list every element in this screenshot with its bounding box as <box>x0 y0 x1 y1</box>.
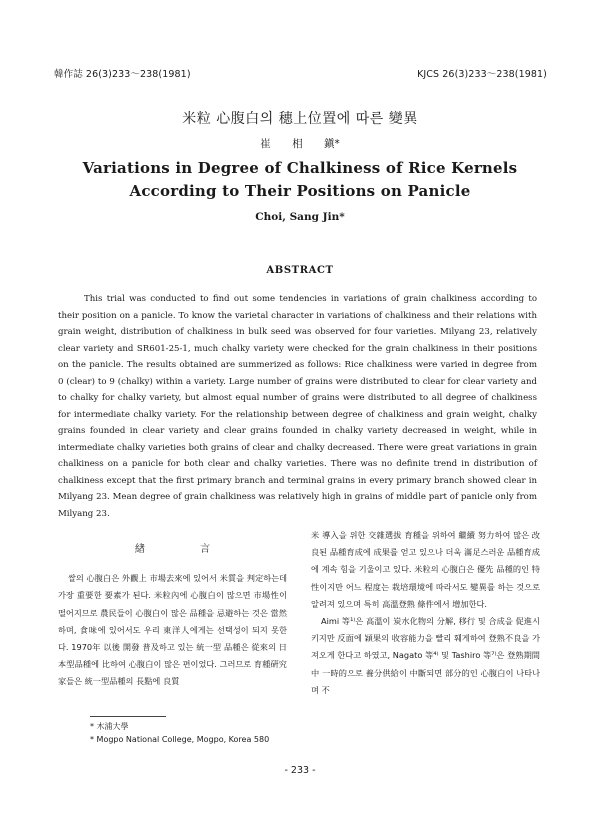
page-number: - 233 - <box>284 765 316 776</box>
abstract-heading: ABSTRACT <box>266 265 334 276</box>
intro-paragraph-2: 米 導入을 위한 交雜選拔 育種을 위하여 繼續 努力하여 많은 改良된 品種育成에 成果를 얻고 있으나 더욱 滿足스러운 品種育成에 계속 힘을 기울이고 있다. 米粒의 心腹白은 優先 品種的인 特性이지만 어느 程度는 栽培環境에 따라서도 變異를 하는 것으로 알려져 있으며 특히 高溫登熟 條件에서 增加한다. <box>311 530 540 609</box>
journal-citation-english: KJCS 26(3)233～238(1981) <box>417 69 547 80</box>
title-english-line-1: Variations in Degree of Chalkiness of Rice Kernels <box>82 159 518 177</box>
intro-paragraph-1: 쌀의 心腹白은 外觀上 市場去來에 있어서 米質을 判定하는데 가장 重要한 要素가 된다. 米粒內에 心腹白이 많으면 市場性이 떨어지므로 農民들이 心腹白이 많은 品種을 忌避하는 것은 當然하며, 食味에 있어서도 우리 東洋人에게는 선택성이 되지 못한다. 1970年 以後 開發 普及하고 있는 統一型 品種은 從來의 日本型品種에 比하여 心腹白이 많은 편이었다. 그러므로 育種硏究家들은 統一型品種의 長點에 良質 <box>58 573 287 687</box>
author-korean: 崔 相 鎭* <box>260 138 340 150</box>
intro-paragraph-3: Aimi 等¹⁾은 高溫이 炭水化物의 分解, 移行 및 合成을 促進시키지만 反面에 穎果의 收容能力을 빨리 훼게하여 登熟不良을 가져오게 한다고 하였고, Nagato 等⁴⁾ 및 Tashiro 等⁷⁾은 登熟期間中 一時的으로 養分供給이 中斷되면 部分的인 心腹白이 나타나며 不 <box>311 616 540 695</box>
body-column-right <box>311 527 540 699</box>
footnote-divider <box>90 716 166 717</box>
section-heading-introduction: 緖 言 <box>134 544 237 555</box>
title-korean: 米粒 心腹白의 穗上位置에 따른 變異 <box>182 111 418 127</box>
journal-citation-korean: 韓作誌 26(3)233～238(1981) <box>54 69 191 80</box>
abstract-body: This trial was conducted to find out some tendencies in variations of grain chalkiness according to their position on a panicle. To know the varietal character in variations of chalkiness and their relations with grain weight, distribution of chalkiness in bulk seed was observed for four varieties. Milyang 23, relatively clear variety and SR601-25-1, much chalky variety were checked for the grain chalkiness in their positions on the panicle. The results obtained are summerized as follows: Rice chalkiness were varied in degree from 0 (clear) to 9 (chalky) within a variety. Large number of grains were distributed to clear for clear variety and to chalky for chalky variety, but almost equal number of grains were distributed to all degree of chalkiness for intermediate chalky variety. For the relationship between degree of chalkiness and grain weight, chalky grains founded in clear variety and clear grains founded in chalky variety decreased in weight, while in intermediate chalky varieties both grains of clear and chalky decreased. There were great variations in grain chalkiness on a panicle for both clear and chalky varieties. There was no definite trend in distribution of chalkiness except that the first primary branch and terminal grains in every primary branch showed clear in Milyang 23. Mean degree of grain chalkiness was relatively high in grains of middle part of panicle only from Milyang 23. <box>58 294 537 519</box>
footnote-affiliation-english: * Mogpo National College, Mogpo, Korea 580 <box>90 735 270 744</box>
title-english-line-2: According to Their Positions on Panicle <box>129 182 471 200</box>
footnote-affiliation-korean: * 木浦大學 <box>90 722 129 731</box>
body-column-left <box>58 527 287 691</box>
author-english: Choi, Sang Jin* <box>255 211 345 223</box>
